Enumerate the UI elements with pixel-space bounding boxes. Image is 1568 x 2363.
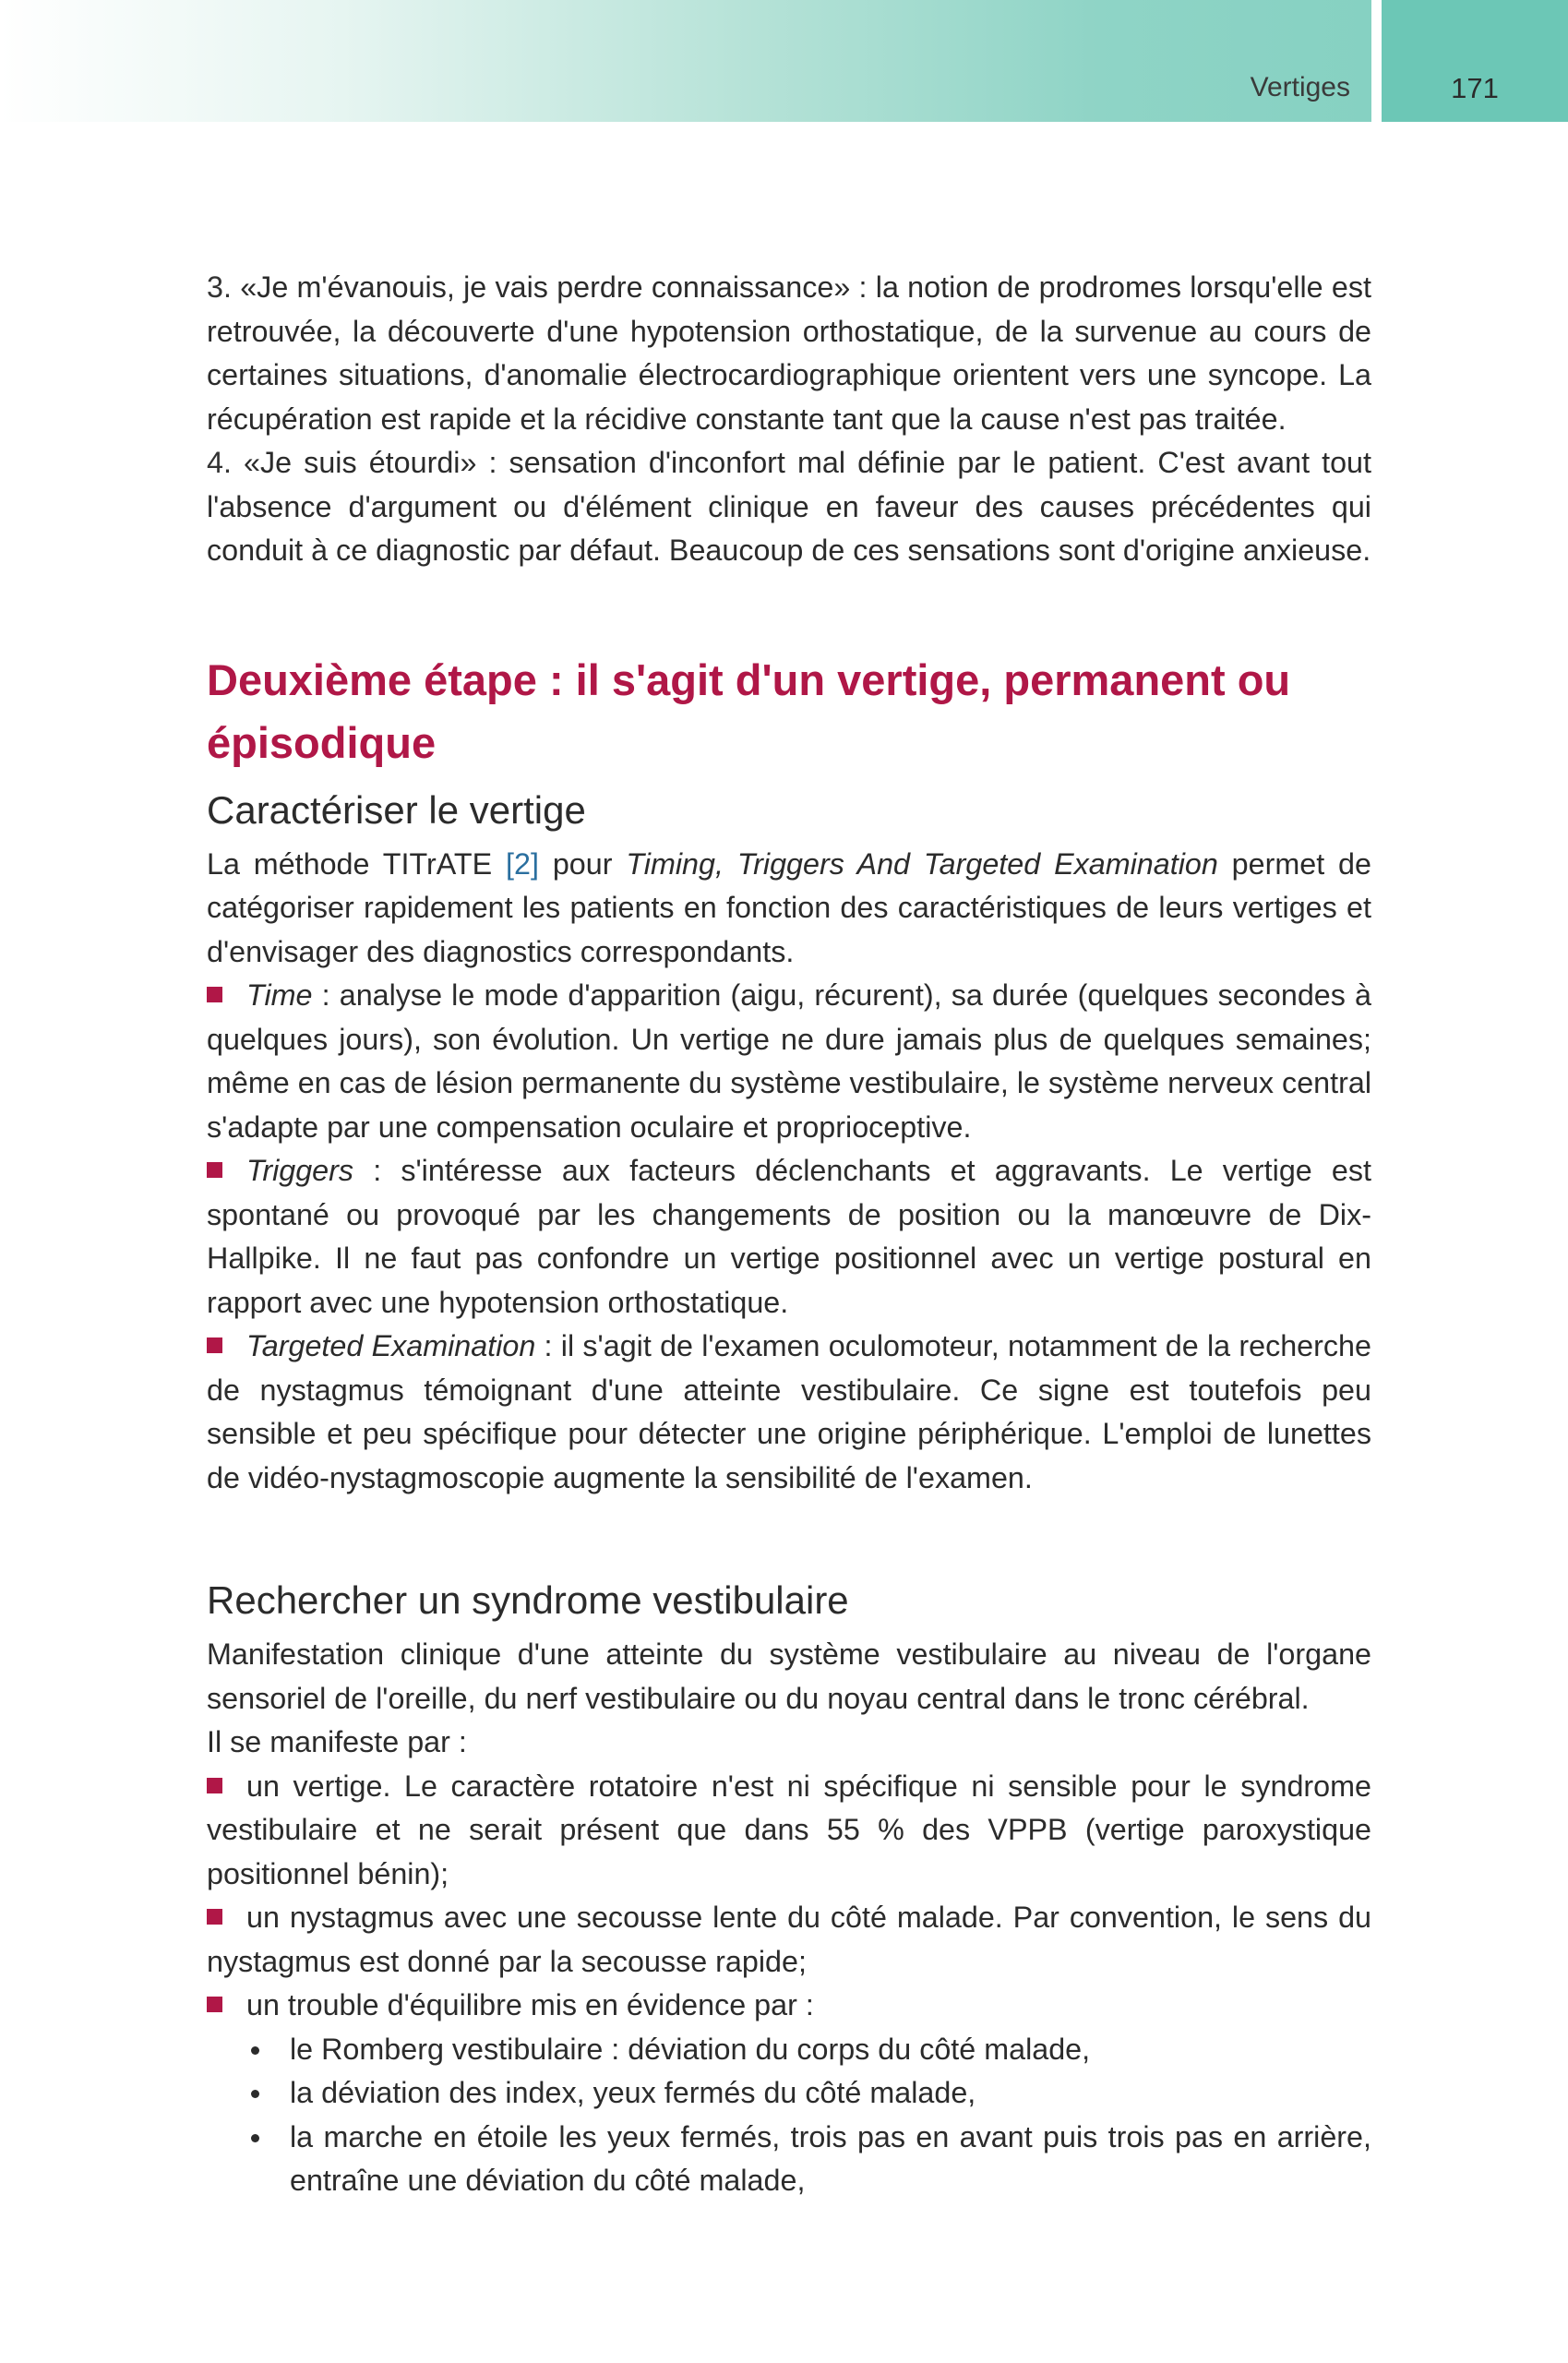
page-number-box — [1382, 0, 1568, 122]
square-bullet-icon — [207, 1778, 222, 1793]
page-number: 171 — [1451, 72, 1499, 104]
bullet-term: Targeted Examination — [246, 1329, 536, 1362]
list-item — [207, 1765, 1371, 1897]
list-item-3 — [207, 266, 1371, 441]
square-bullet-icon — [207, 1909, 222, 1925]
subsection-heading-vestibular: Rechercher un syndrome vestibulaire — [207, 1578, 849, 1622]
text-run: La méthode TITrATE — [207, 846, 507, 881]
sub-bullet-text: le Romberg vestibulaire : déviation du corps du côté malade, — [290, 2032, 1091, 2066]
text-run: pour — [538, 846, 627, 881]
list-item — [207, 1896, 1371, 1984]
page-content — [207, 266, 1371, 2203]
bullet-term: Triggers — [246, 1154, 354, 1187]
round-bullet-icon — [251, 2134, 259, 2142]
square-bullet-icon — [207, 987, 222, 1002]
square-bullet-icon — [207, 1162, 222, 1178]
bullet-text: : s'intéresse aux facteurs déclenchants et aggravants. Le vertige est spontané ou provoqué par les changements de position ou la manœuvre de Dix-Hallpike. Il ne faut pas confondre un vertige positionnel avec un vertige postural en rapport avec une hypotension orthostatique. — [207, 1154, 1371, 1319]
sub-bullet-text: la marche en étoile les yeux fermés, trois pas en avant puis trois pas en arrière, entraîne une déviation du côté malade, — [290, 2119, 1371, 2197]
text-run: permet de catégoriser rapidement les patients en fonction des caractéristiques de leurs vertiges et d'envisager des diagnostics correspondants. — [207, 846, 1371, 968]
sub-list-item — [247, 2028, 1371, 2072]
square-bullet-icon — [207, 1337, 222, 1353]
titrate-paragraph — [207, 843, 1371, 975]
section-heading: Deuxième étape : il s'agit d'un vertige, permanent ou épisodique — [207, 654, 1291, 767]
bullet-text: un trouble d'équilibre mis en évidence par : — [246, 1988, 814, 2021]
list-item — [207, 974, 1371, 1149]
vestibular-bullet-list — [207, 1765, 1371, 2028]
bullet-text: un vertige. Le caractère rotatoire n'est ni spécifique ni sensible pour le syndrome vestibulaire et ne serait présent que dans 55 % des VPPB (vertige paroxystique positionnel bénin); — [207, 1769, 1371, 1890]
round-bullet-icon — [251, 2090, 259, 2098]
vestibular-lead: Il se manifeste par : — [207, 1725, 467, 1758]
italic-term: Timing, Triggers And Targeted Examination — [626, 846, 1218, 881]
sub-list-item — [247, 2071, 1371, 2116]
item-text: «Je suis étourdi» : sensation d'inconfort mal définie par le patient. C'est avant tout l'absence d'argument ou d'élément clinique en faveur des causes précédentes qui conduit à ce diagnostic par défaut. Beaucoup de ces sensations sont d'origine anxieuse. — [207, 446, 1371, 567]
item-number: 4. — [207, 446, 232, 479]
sub-bullet-text: la déviation des index, yeux fermés du côté malade, — [290, 2076, 976, 2109]
sub-list-item — [247, 2116, 1371, 2203]
round-bullet-icon — [251, 2046, 259, 2055]
bullet-text: : analyse le mode d'apparition (aigu, récurent), sa durée (quelques secondes à quelques jours), son évolution. Un vertige ne dure jamais plus de quelques semaines; même en cas de lésion permanente du système vestibulaire, le système nerveux central s'adapte par une compensation oculaire et proprioceptive. — [207, 978, 1371, 1144]
square-bullet-icon — [207, 1997, 222, 2012]
bullet-text: : il s'agit de l'examen oculomoteur, notamment de la recherche de nystagmus témoignant d'une atteinte vestibulaire. Ce signe est toutefois peu sensible et peu spécifique pour détecter une origine périphérique. L'emploi de lunettes de vidéo-nystagmoscopie augmente la sensibilité de l'examen. — [207, 1329, 1371, 1494]
list-item-4 — [207, 441, 1371, 573]
header-band — [0, 0, 1371, 122]
reference-link[interactable]: [2] — [506, 846, 539, 881]
balance-sub-list — [207, 2028, 1371, 2203]
item-text: «Je m'évanouis, je vais perdre connaissance» : la notion de prodromes lorsqu'elle est retrouvée, la découverte d'une hypotension orthostatique, de la survenue au cours de certaines situations, d'anomalie électrocardiographique orientent vers une syncope. La récupération est rapide et la récidive constante tant que la cause n'est pas traitée. — [207, 270, 1371, 436]
titrate-bullet-list — [207, 974, 1371, 1500]
bullet-term: Time — [246, 978, 313, 1012]
vestibular-intro: Manifestation clinique d'une atteinte du système vestibulaire au niveau de l'organe sensoriel de l'oreille, du nerf vestibulaire ou du noyau central dans le tronc cérébral. — [207, 1637, 1371, 1715]
bullet-text: un nystagmus avec une secousse lente du côté malade. Par convention, le sens du nystagmus est donné par la secousse rapide; — [207, 1901, 1371, 1978]
running-header-section: Vertiges — [1250, 72, 1350, 102]
subsection-heading-characterize: Caractériser le vertige — [207, 787, 586, 832]
item-number: 3. — [207, 270, 232, 304]
list-item — [207, 1325, 1371, 1500]
list-item — [207, 1984, 1371, 2028]
list-item — [207, 1149, 1371, 1325]
